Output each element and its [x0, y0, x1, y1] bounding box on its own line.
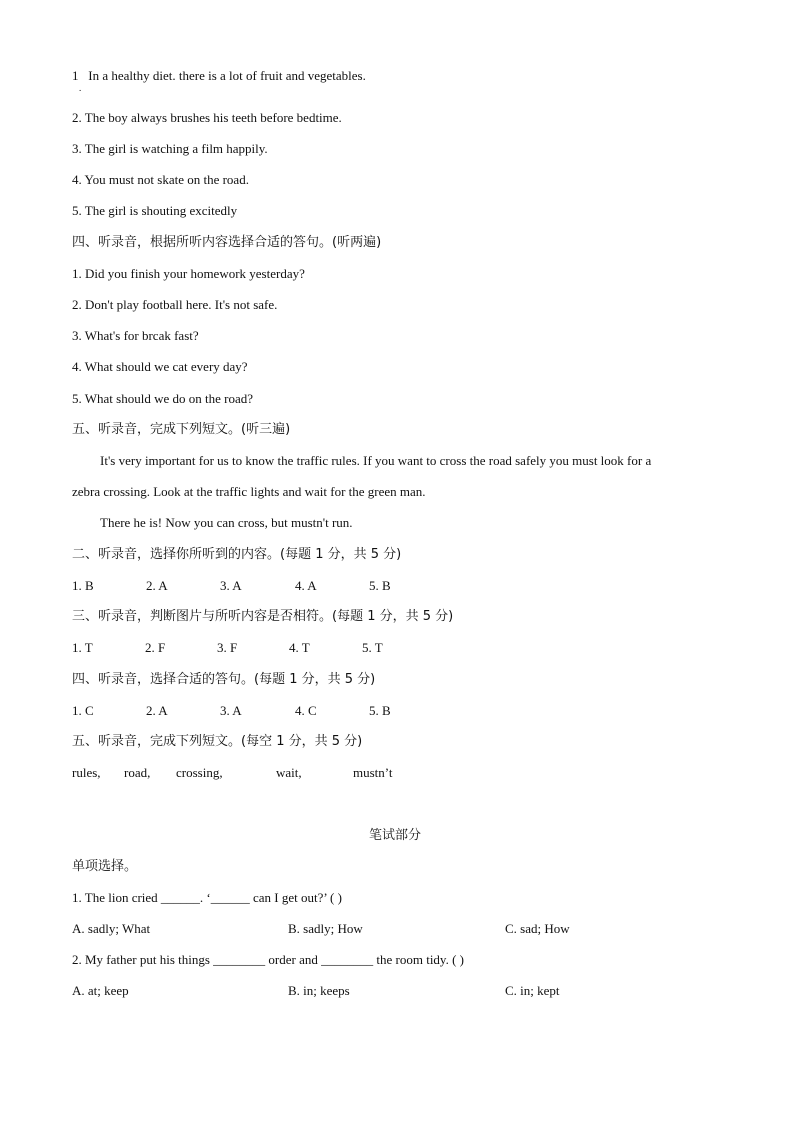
section4-item-4: 4. What should we cat every day? [72, 359, 248, 374]
answer-s3-2: 2. F [145, 640, 166, 655]
section4-heading: 四、听录音，根据所听内容选择合适的答句。(听两遍) [72, 235, 382, 250]
question-2-stem: 2. My father put his things ________ order and ________ the room tidy. ( ) [72, 952, 464, 967]
sentence-1 [72, 68, 366, 84]
section5-heading: 五、听录音，完成下列短文。(听三遍) [72, 422, 291, 437]
answers-s2-heading: 二、听录音，选择你所听到的内容。(每题 1 分，共 5 分) [72, 547, 402, 562]
section4-item-1: 1. Did you finish your homework yesterday? [72, 266, 305, 281]
question-2-option-c: C. in; kept [505, 983, 560, 998]
answer-s4-1: 1. C [72, 703, 94, 718]
answer-s3-1: 1. T [72, 640, 93, 655]
section5-paragraph-2: There he is! Now you can cross, but mustn't run. [100, 515, 353, 530]
answer-s5-2: road, [124, 765, 151, 780]
answers-s5-heading: 五、听录音，完成下列短文。(每空 1 分，共 5 分) [72, 734, 363, 749]
section4-item-3: 3. What's for brcak fast? [72, 328, 199, 343]
answers-s4-heading: 四、听录音，选择合适的答句。(每题 1 分，共 5 分) [72, 672, 376, 687]
question-1-option-c: C. sad; How [505, 921, 570, 936]
question-1-option-a: A. sadly; What [72, 921, 151, 936]
section5-paragraph-line-2: zebra crossing. Look at the traffic lights and wait for the green man. [72, 484, 426, 499]
answer-s2-5: 5. B [369, 578, 391, 593]
answer-s4-2: 2. A [146, 703, 168, 718]
answer-s5-3: crossing, [176, 765, 223, 780]
answers-s3-heading: 三、听录音，判断图片与所听内容是否相符。(每题 1 分，共 5 分) [72, 609, 454, 624]
sentence-5 [72, 203, 237, 219]
sentence-text: The girl is shouting excitedly [84, 203, 238, 218]
written-subheading: 单项选择。 [72, 859, 138, 874]
answer-s4-5: 5. B [369, 703, 391, 718]
answer-s5-1: rules, [72, 765, 101, 780]
answer-s5-4: wait, [276, 765, 302, 780]
answer-s3-4: 4. T [289, 640, 310, 655]
sentence-text: You must not skate on the road. [84, 172, 249, 187]
section5-paragraph-line-1: It's very important for us to know the traffic rules. If you want to cross the road safely you must look for a [100, 453, 652, 468]
answer-s5-5: mustn’t [353, 765, 393, 780]
sentence-text: The girl is watching a film happily. [84, 141, 268, 156]
sentence-text: The boy always brushes his teeth before bedtime. [84, 110, 342, 125]
sentence-number: 1 [72, 68, 79, 83]
answer-s3-5: 5. T [362, 640, 383, 655]
sentence-text: In a healthy diet. there is a lot of fruit and vegetables. [88, 68, 366, 83]
answer-s2-2: 2. A [146, 578, 168, 593]
sentence-4 [72, 172, 249, 188]
written-part-title: 笔试部分 [369, 828, 422, 843]
answer-s4-4: 4. C [295, 703, 317, 718]
question-2-option-a: A. at; keep [72, 983, 129, 998]
answer-s3-3: 3. F [217, 640, 238, 655]
sentence-2 [72, 110, 342, 126]
section4-item-5: 5. What should we do on the road? [72, 391, 253, 406]
answer-s4-3: 3. A [220, 703, 242, 718]
question-2-option-b: B. in; keeps [288, 983, 350, 998]
sentence-number: 2. [72, 110, 82, 125]
sentence-number: 4. [72, 172, 82, 187]
answer-s2-4: 4. A [295, 578, 317, 593]
section4-item-2: 2. Don't play football here. It's not safe. [72, 297, 278, 312]
question-1-stem: 1. The lion cried ______. ‘______ can I get out?’ ( ) [72, 890, 342, 905]
sentence-number: 3. [72, 141, 82, 156]
sentence-number: 5. [72, 203, 82, 218]
question-1-option-b: B. sadly; How [288, 921, 363, 936]
answer-s2-1: 1. B [72, 578, 94, 593]
sentence-3 [72, 141, 268, 157]
answer-s2-3: 3. A [220, 578, 242, 593]
list-marker-dot: . [79, 83, 82, 93]
